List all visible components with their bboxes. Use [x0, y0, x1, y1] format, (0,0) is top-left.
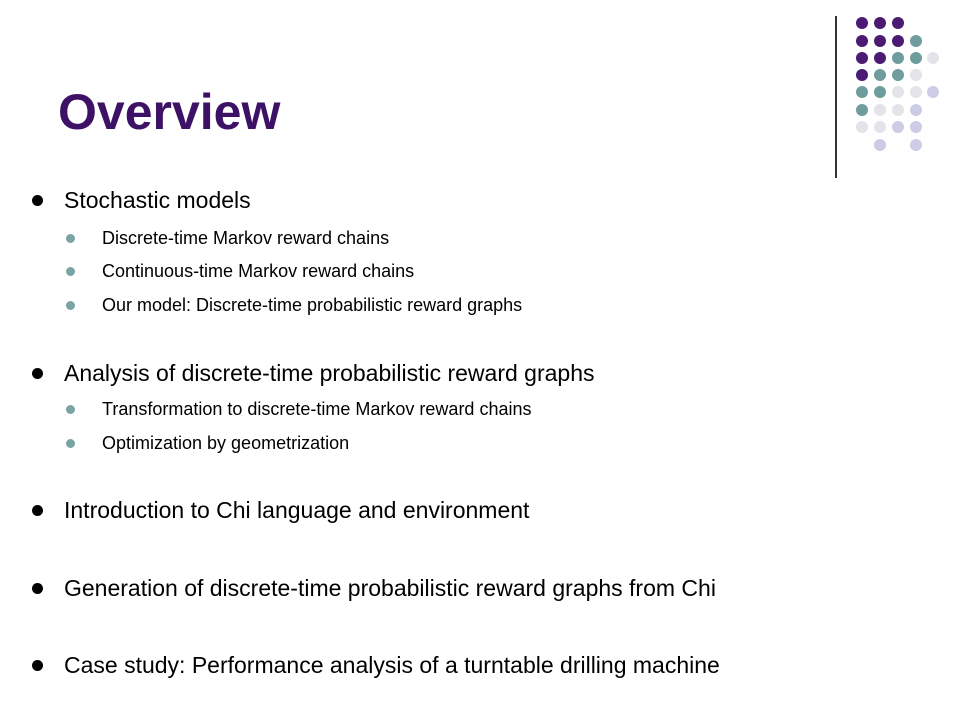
dot [910, 69, 922, 81]
dot [856, 121, 868, 133]
dot [874, 17, 886, 29]
sub-bullet-optimization [102, 432, 349, 454]
bullet-stochastic-models [64, 186, 251, 214]
dot [910, 52, 922, 64]
bullet-text: Analysis of discrete-time probabilistic reward graphs [64, 360, 595, 386]
bullet-dot-icon [32, 583, 43, 594]
bullet-text: Case study: Performance analysis of a turntable drilling machine [64, 652, 720, 678]
dot [892, 52, 904, 64]
dot [856, 52, 868, 64]
sub-bullet-text: Our model: Discrete-time probabilistic reward graphs [102, 295, 523, 315]
dot [874, 35, 886, 47]
bullet-text: Stochastic models [64, 187, 251, 213]
dot [874, 139, 886, 151]
bullet-generation [64, 574, 716, 602]
sub-bullet-discrete-time-mrc [102, 227, 389, 249]
bullet-case-study [64, 651, 720, 679]
sub-bullet-text: Transformation to discrete-time Markov reward chains [102, 399, 532, 419]
dot [874, 104, 886, 116]
dot [910, 121, 922, 133]
slide-title: Overview [58, 84, 281, 140]
sub-bullet-dot-icon [66, 405, 75, 414]
vertical-divider [835, 16, 837, 178]
dot [892, 17, 904, 29]
dot [910, 35, 922, 47]
bullet-chi-introduction [64, 496, 529, 524]
bullet-text: Generation of discrete-time probabilistic reward graphs from Chi [64, 575, 716, 601]
dot [856, 69, 868, 81]
dot [892, 35, 904, 47]
bullet-dot-icon [32, 505, 43, 516]
dot [892, 121, 904, 133]
sub-bullet-text: Continuous-time Markov reward chains [102, 261, 415, 281]
dot [892, 69, 904, 81]
sub-bullet-continuous-time-mrc [102, 260, 414, 282]
dot [910, 86, 922, 98]
sub-bullet-text: Optimization by geometrization [102, 433, 350, 453]
dot [892, 104, 904, 116]
sub-bullet-text: Discrete-time Markov reward chains [102, 228, 390, 248]
sub-bullet-dot-icon [66, 439, 75, 448]
sub-bullet-our-model [102, 294, 522, 316]
dot [927, 86, 939, 98]
dot [856, 104, 868, 116]
bullet-text: Introduction to Chi language and environment [64, 497, 530, 523]
dot [874, 121, 886, 133]
bullet-dot-icon [32, 195, 43, 206]
dot [874, 86, 886, 98]
sub-bullet-dot-icon [66, 234, 75, 243]
bullet-dot-icon [32, 368, 43, 379]
dot [927, 52, 939, 64]
dot [910, 139, 922, 151]
bullet-analysis [64, 359, 595, 387]
dot [856, 35, 868, 47]
sub-bullet-dot-icon [66, 301, 75, 310]
dot [910, 104, 922, 116]
dot [856, 86, 868, 98]
bullet-dot-icon [32, 660, 43, 671]
dot [892, 86, 904, 98]
dot [874, 69, 886, 81]
sub-bullet-transformation [102, 398, 531, 420]
sub-bullet-dot-icon [66, 267, 75, 276]
dot [856, 17, 868, 29]
dot [874, 52, 886, 64]
